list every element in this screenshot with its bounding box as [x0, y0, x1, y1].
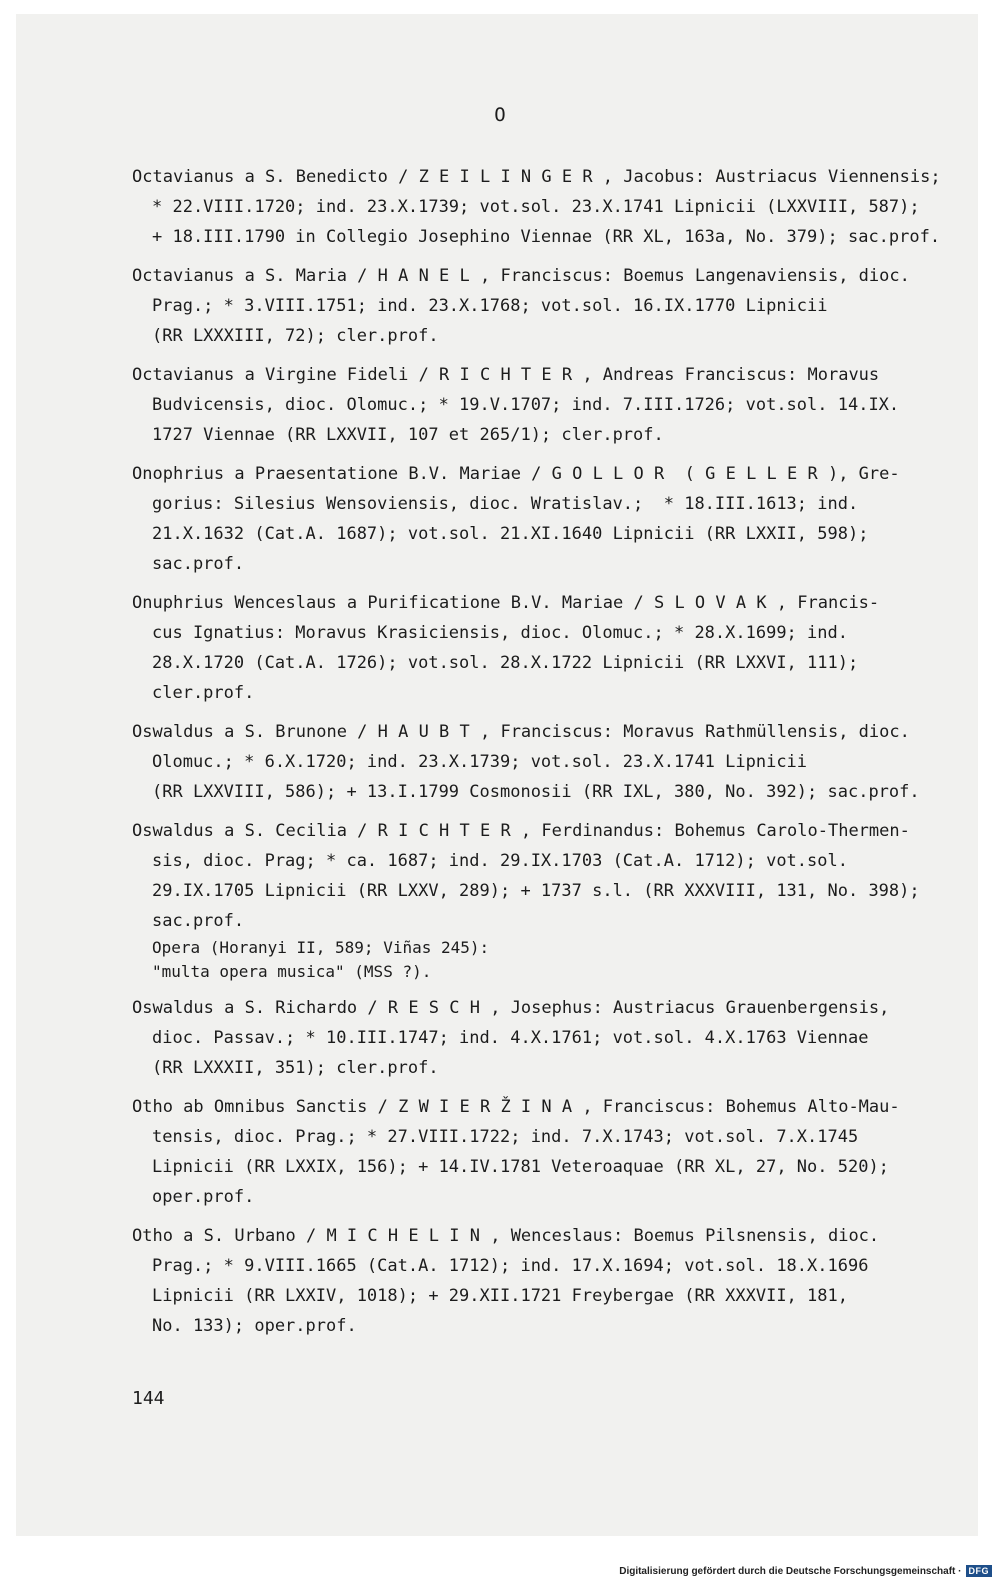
- entry-headline: Onuphrius Wenceslaus a Purificatione B.V. Mariae / S L O V A K , Francis-: [132, 593, 880, 613]
- entry-line: + 18.III.1790 in Collegio Josephino Viennae (RR XL, 163a, No. 379); sac.prof.: [152, 227, 941, 247]
- entry-line: sac.prof.: [152, 911, 245, 931]
- entry-note: Opera (Horanyi II, 589; Viñas 245):: [152, 938, 490, 957]
- list-item: [132, 993, 952, 1083]
- entry-note: "multa opera musica" (MSS ?).: [152, 962, 432, 981]
- entry-headline: Oswaldus a S. Richardo / R E S C H , Josephus: Austriacus Grauenbergensis,: [132, 998, 890, 1018]
- entry-line: Lipnicii (RR LXXIX, 156); + 14.IV.1781 Veteroaquae (RR XL, 27, No. 520);: [152, 1157, 889, 1177]
- entry-headline: Octavianus a Virgine Fideli / R I C H T E R , Andreas Franciscus: Moravus: [132, 365, 880, 385]
- entry-line: Olomuc.; * 6.X.1720; ind. 23.X.1739; vot.sol. 23.X.1741 Lipnicii: [152, 752, 808, 772]
- page-heading-letter: O: [494, 104, 506, 126]
- entries-list: [132, 162, 952, 1350]
- footer-text: Digitalisierung gefördert durch die Deutsche Forschungsgemeinschaft ·: [619, 1565, 962, 1577]
- list-item: [132, 162, 952, 252]
- entry-line: Budvicensis, dioc. Olomuc.; * 19.V.1707; ind. 7.III.1726; vot.sol. 14.IX.: [152, 395, 900, 415]
- list-item: [132, 1092, 952, 1212]
- entry-line: gorius: Silesius Wensoviensis, dioc. Wratislav.; * 18.III.1613; ind.: [152, 494, 859, 514]
- dfg-logo: DFG: [966, 1565, 993, 1577]
- entry-line: 28.X.1720 (Cat.A. 1726); vot.sol. 28.X.1722 Lipnicii (RR LXXVI, 111);: [152, 653, 859, 673]
- entry-line: oper.prof.: [152, 1187, 255, 1207]
- entry-line: 1727 Viennae (RR LXXVII, 107 et 265/1); cler.prof.: [152, 425, 664, 445]
- list-item: [132, 717, 952, 807]
- entry-line: Prag.; * 9.VIII.1665 (Cat.A. 1712); ind. 17.X.1694; vot.sol. 18.X.1696: [152, 1256, 869, 1276]
- entry-headline: Onophrius a Praesentatione B.V. Mariae / G O L L O R ( G E L L E R ), Gre-: [132, 464, 900, 484]
- entry-line: 29.IX.1705 Lipnicii (RR LXXV, 289); + 1737 s.l. (RR XXXVIII, 131, No. 398);: [152, 881, 920, 901]
- entry-line: cus Ignatius: Moravus Krasiciensis, dioc. Olomuc.; * 28.X.1699; ind.: [152, 623, 848, 643]
- entry-headline: Oswaldus a S. Cecilia / R I C H T E R , Ferdinandus: Bohemus Carolo-Thermen-: [132, 821, 910, 841]
- entry-line: Lipnicii (RR LXXIV, 1018); + 29.XII.1721 Freybergae (RR XXXVII, 181,: [152, 1286, 848, 1306]
- entry-line: * 22.VIII.1720; ind. 23.X.1739; vot.sol. 23.X.1741 Lipnicii (LXXVIII, 587);: [152, 197, 920, 217]
- list-item: [132, 588, 952, 708]
- entry-headline: Octavianus a S. Benedicto / Z E I L I N G E R , Jacobus: Austriacus Viennensis;: [132, 167, 941, 187]
- entry-line: (RR LXXXII, 351); cler.prof.: [152, 1058, 439, 1078]
- entry-headline: Oswaldus a S. Brunone / H A U B T , Franciscus: Moravus Rathmüllensis, dioc.: [132, 722, 910, 742]
- entry-line: (RR LXXVIII, 586); + 13.I.1799 Cosmonosii (RR IXL, 380, No. 392); sac.prof.: [152, 782, 920, 802]
- list-item: [132, 459, 952, 579]
- page-number: 144: [132, 1388, 165, 1409]
- entry-line: 21.X.1632 (Cat.A. 1687); vot.sol. 21.XI.1640 Lipnicii (RR LXXII, 598);: [152, 524, 869, 544]
- entry-line: sac.prof.: [152, 554, 245, 574]
- list-item: [132, 360, 952, 450]
- entry-line: Prag.; * 3.VIII.1751; ind. 23.X.1768; vot.sol. 16.IX.1770 Lipnicii: [152, 296, 828, 316]
- entry-line: cler.prof.: [152, 683, 255, 703]
- entry-line: dioc. Passav.; * 10.III.1747; ind. 4.X.1761; vot.sol. 4.X.1763 Viennae: [152, 1028, 869, 1048]
- entry-headline: Otho a S. Urbano / M I C H E L I N , Wenceslaus: Boemus Pilsnensis, dioc.: [132, 1226, 880, 1246]
- entry-line: No. 133); oper.prof.: [152, 1316, 357, 1336]
- list-item: [132, 261, 952, 351]
- entry-line: (RR LXXXIII, 72); cler.prof.: [152, 326, 439, 346]
- list-item: [132, 816, 952, 984]
- entry-headline: Otho ab Omnibus Sanctis / Z W I E R Ž I N A , Franciscus: Bohemus Alto-Mau-: [132, 1097, 900, 1117]
- list-item: [132, 1221, 952, 1341]
- entry-headline: Octavianus a S. Maria / H A N E L , Franciscus: Boemus Langenaviensis, dioc.: [132, 266, 910, 286]
- footer-credit: [619, 1562, 992, 1580]
- entry-line: sis, dioc. Prag; * ca. 1687; ind. 29.IX.1703 (Cat.A. 1712); vot.sol.: [152, 851, 848, 871]
- entry-line: tensis, dioc. Prag.; * 27.VIII.1722; ind. 7.X.1743; vot.sol. 7.X.1745: [152, 1127, 859, 1147]
